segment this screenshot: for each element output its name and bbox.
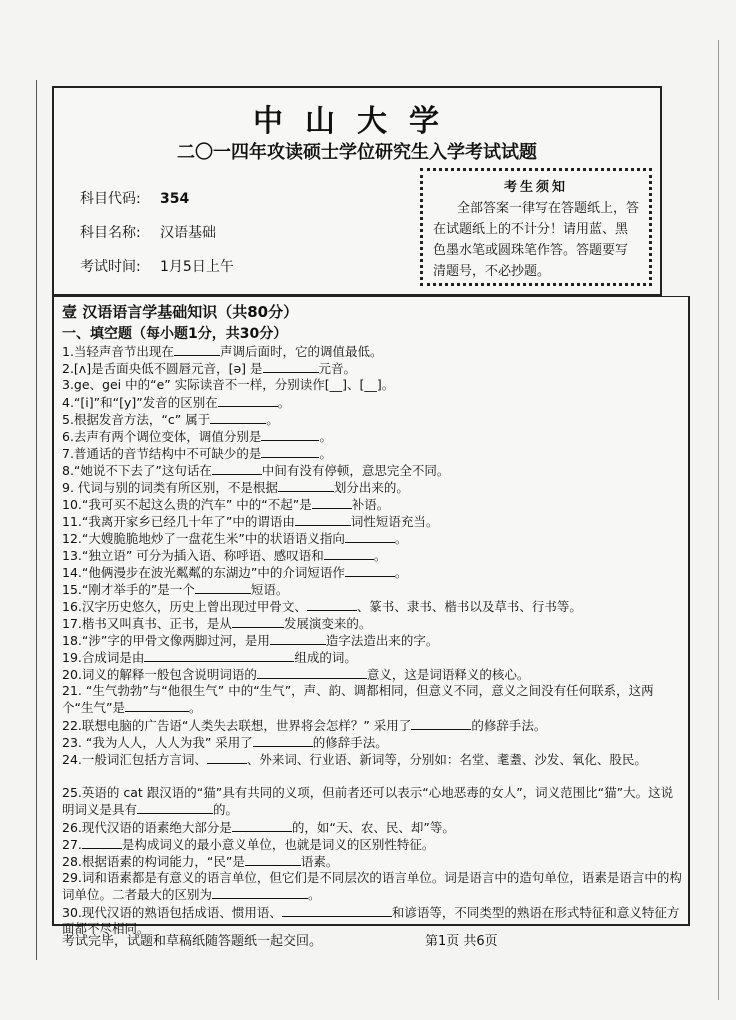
question-text: 元音。 <box>318 361 357 376</box>
answer-blank <box>144 649 294 662</box>
question-text: 、外来词、行业语、新词等，分别如：名堂、耄耋、沙发、氧化、股民。 <box>246 752 647 767</box>
question-text: 。 <box>319 429 332 444</box>
exam-time-row <box>80 256 234 276</box>
question-5 <box>62 411 682 428</box>
question-text: 补语。 <box>351 497 390 512</box>
exam-header <box>52 86 662 296</box>
question-text: 21. “生气勃勃”与“他很生气” 中的“生气”，声、韵、调都相同，但意义不同，意义之间没有任何联系，这两个“生气”是 <box>62 683 654 715</box>
question-13 <box>62 547 682 564</box>
question-text: 的。 <box>213 802 239 817</box>
question-text: 的，如“天、农、民、却”等。 <box>291 820 455 835</box>
answer-blank <box>282 904 392 917</box>
footer-note: 考试完毕，试题和草稿纸随答题纸一起交回。 <box>62 934 323 949</box>
question-text: 6.去声有两个调位变体，调值分别是 <box>62 429 262 444</box>
question-19 <box>62 649 682 666</box>
exam-time-label: 考试时间: <box>80 259 141 275</box>
subject-name-row <box>80 222 216 242</box>
answer-blank <box>345 530 395 543</box>
question-text: 28.根据语素的构词能力，“民”是 <box>62 854 245 869</box>
subject-name: 汉语基础 <box>160 225 216 241</box>
page-number: 第1页 共6页 <box>425 934 498 949</box>
answer-blank <box>195 581 251 594</box>
question-text: 30.现代汉语的熟语包括成语、惯用语、 <box>62 905 282 920</box>
answer-blank <box>295 513 351 526</box>
question-text: 。 <box>308 887 321 902</box>
answer-blank <box>411 717 471 730</box>
answer-blank <box>218 394 278 407</box>
subject-code: 354 <box>160 191 190 207</box>
exam-title: 二〇一四年攻读硕士学位研究生入学考试试题 <box>177 142 537 163</box>
question-text: 16.汉字历史悠久，历史上曾出现过甲骨文、 <box>62 599 307 614</box>
question-11 <box>62 513 682 530</box>
question-text: 13.“独立语” 可分为插入语、称呼语、感叹语和 <box>62 548 324 563</box>
answer-blank <box>257 666 367 679</box>
answer-blank <box>125 699 189 712</box>
question-text: 27. <box>62 837 82 852</box>
answer-blank <box>261 428 319 441</box>
question-text: 24.一般词汇包括方言词、 <box>62 752 207 767</box>
subject-code-row <box>80 188 189 208</box>
question-27 <box>62 836 682 853</box>
answer-blank <box>324 547 374 560</box>
answer-blank <box>345 564 395 577</box>
question-26 <box>62 819 682 836</box>
question-20 <box>62 666 682 683</box>
question-text: 语素。 <box>300 854 339 869</box>
question-text: 。 <box>373 548 387 563</box>
question-text: 组成的词。 <box>294 650 357 665</box>
question-8 <box>62 462 682 479</box>
question-text: 是构成词义的最小意义单位，也就是词义的区别性特征。 <box>121 837 435 852</box>
question-section <box>52 296 690 936</box>
answer-blank <box>232 819 292 832</box>
question-text: 20.词义的解释一般包含说明词语的 <box>62 667 257 682</box>
answer-blank <box>137 801 213 814</box>
question-21 <box>62 683 682 716</box>
question-25 <box>62 785 682 818</box>
question-text: 2.[ʌ]是舌面央低不圆唇元音，[ə] 是 <box>62 361 263 376</box>
answer-blank <box>82 836 122 849</box>
question-text: 14.“他俩漫步在波光粼粼的东湖边”中的介词短语作 <box>62 565 345 580</box>
question-29 <box>62 870 682 903</box>
answer-blank <box>174 343 220 356</box>
question-3: 3.ge、gei 中的“e” 实际读音不一样，分别读作[__]、[__]。 <box>62 377 395 392</box>
question-16 <box>62 598 682 615</box>
question-text: 意义，这是词语释义的核心。 <box>366 667 530 682</box>
university-name: 中山大学 <box>253 104 461 139</box>
question-24 <box>62 751 682 768</box>
question-text: 。 <box>394 531 408 546</box>
question-text: 的修辞手法。 <box>312 735 388 750</box>
question-text: 22.联想电脑的广告语“人类失去联想，世界将会怎样？” 采用了 <box>62 718 412 733</box>
exam-time: 1月5日上午 <box>160 259 234 275</box>
answer-blank <box>253 734 313 747</box>
answer-blank <box>278 479 334 492</box>
question-15 <box>62 581 682 598</box>
question-text: 词性短语充当。 <box>350 514 439 529</box>
question-text: 25.英语的 cat 跟汉语的“猫”具有共同的义项，但前者还可以表示“心地恶毒的女人”，词义范围比“猫”大。这说明词义是具有 <box>62 785 674 817</box>
question-23 <box>62 734 682 751</box>
question-text: 11.“我离开家乡已经几十年了”中的谓语由 <box>62 514 295 529</box>
question-text: 7.普通话的音节结构中不可缺少的是 <box>62 446 262 461</box>
question-text: 、篆书、隶书、楷书以及草书、行书等。 <box>356 599 582 614</box>
section-subtitle: 一、填空题（每小题1分，共30分） <box>62 326 288 342</box>
question-text: 29.词和语素都是有意义的语言单位，但它们是不同层次的语言单位。词是语言中的造句单位，语素是语言中的构词单位。二者最大的区别为 <box>62 870 682 902</box>
question-text: 18.“涉”字的甲骨文像两脚过河，是用 <box>62 633 270 648</box>
subject-code-label: 科目代码: <box>80 191 141 207</box>
question-text: 8.“她说不下去了”这句话在 <box>62 463 212 478</box>
notice-title: 考生须知 <box>503 180 568 195</box>
answer-blank <box>261 445 319 458</box>
question-14 <box>62 564 682 581</box>
question-12 <box>62 530 682 547</box>
question-text: 4.“[i]”和“[y]”发音的区别在 <box>62 395 218 410</box>
question-text: 和谚语等，不同类型的熟语在形式特征和意义特征方面都不尽相同。 <box>62 905 680 936</box>
question-28 <box>62 853 682 870</box>
question-10 <box>62 496 682 513</box>
question-9 <box>62 479 682 496</box>
question-text: 划分出来的。 <box>333 480 409 495</box>
answer-blank <box>270 632 326 645</box>
notice-text: 全部答案一律写在答题纸上，答在试题纸上的不计分！请用蓝、黑色墨水笔或圆珠笔作答。答题要写清题号，不必抄题。 <box>433 201 640 279</box>
question-text: 。 <box>277 395 291 410</box>
question-17 <box>62 615 682 632</box>
question-text: 声调后面时，它的调值最低。 <box>219 344 383 359</box>
answer-blank <box>212 886 308 899</box>
question-4 <box>62 394 682 411</box>
question-text: 造字法造出来的字。 <box>325 633 439 648</box>
question-text: 。 <box>266 412 279 427</box>
page-edge-line <box>36 80 37 960</box>
question-22 <box>62 717 682 734</box>
answer-blank <box>245 853 301 866</box>
question-7 <box>62 445 682 462</box>
question-text: 。 <box>319 446 332 461</box>
answer-blank <box>207 751 247 764</box>
page-edge-line <box>718 40 719 1000</box>
question-text: 17.楷书又叫真书、正书，是从 <box>62 616 232 631</box>
subject-name-label: 科目名称: <box>80 225 141 241</box>
candidate-notice <box>420 168 652 286</box>
question-text: 19.合成词是由 <box>62 650 145 665</box>
question-text: 26.现代汉语的语素绝大部分是 <box>62 820 232 835</box>
answer-blank <box>307 598 357 611</box>
question-text: 。 <box>394 565 408 580</box>
question-text: 9. 代词与别的词类有所区别，不是根据 <box>62 480 278 495</box>
question-text: 中间有没有停顿，意思完全不同。 <box>261 463 450 478</box>
question-text: 10.“我可买不起这么贵的汽车” 中的“不起”是 <box>62 497 312 512</box>
question-text: 发展演变来的。 <box>283 616 372 631</box>
answer-blank <box>232 615 284 628</box>
question-2 <box>62 360 682 377</box>
question-18 <box>62 632 682 649</box>
question-text: 短语。 <box>250 582 289 597</box>
question-text: 23. “我为人人，人人为我” 采用了 <box>62 735 253 750</box>
question-1 <box>62 343 682 360</box>
answer-blank <box>212 462 262 475</box>
question-text: 15.“刚才举手的”是一个 <box>62 582 195 597</box>
question-text: 12.“大嫂脆脆地炒了一盘花生米”中的状语语义指向 <box>62 531 345 546</box>
question-text: 1.当轻声音节出现在 <box>62 344 174 359</box>
question-6 <box>62 428 682 445</box>
question-text: 的修辞手法。 <box>471 718 547 733</box>
question-text: 。 <box>188 700 202 715</box>
answer-blank <box>210 411 266 424</box>
section-title: 壹 汉语语言学基础知识（共80分） <box>62 303 299 321</box>
answer-blank <box>312 496 352 509</box>
question-text: 5.根据发音方法，“c” 属于 <box>62 412 211 427</box>
answer-blank <box>263 360 319 373</box>
